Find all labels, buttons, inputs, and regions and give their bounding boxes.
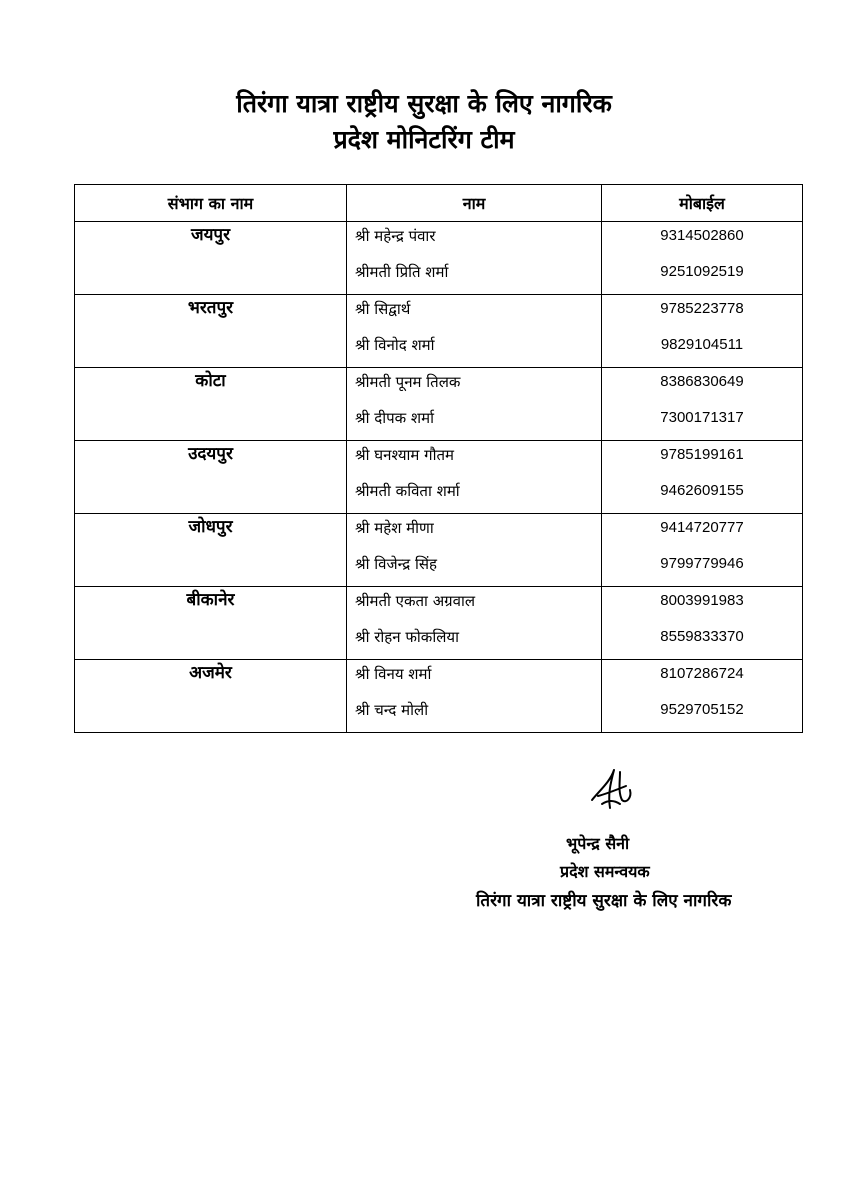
table-row <box>75 441 803 514</box>
header-division: संभाग का नाम <box>75 185 347 222</box>
member-name: श्रीमती एकता अग्रवाल <box>355 592 476 610</box>
header-mobile: मोबाईल <box>602 185 803 222</box>
member-mobile: 9829104511 <box>660 336 744 353</box>
member-name: श्री विजेन्द्र सिंह <box>355 555 437 573</box>
header-name: नाम <box>347 185 602 222</box>
member-name: श्री रोहन फोकलिया <box>355 628 459 646</box>
table-row <box>75 368 803 441</box>
signatory-organization: तिरंगा यात्रा राष्ट्रीय सुरक्षा के लिए नागरिक <box>476 891 732 911</box>
table-row <box>75 222 803 295</box>
division-name: उदयपुर <box>75 441 347 514</box>
member-mobile: 7300171317 <box>660 409 744 426</box>
member-name: श्रीमती पूनम तिलक <box>355 373 461 391</box>
member-name: श्री विनोद शर्मा <box>355 336 435 354</box>
member-mobile: 8107286724 <box>660 665 744 682</box>
member-mobile: 8386830649 <box>660 373 744 390</box>
table-row <box>75 295 803 368</box>
monitoring-team-table <box>74 184 803 733</box>
table-row <box>75 514 803 587</box>
member-mobile: 9529705152 <box>660 701 744 718</box>
member-mobile: 8559833370 <box>660 628 744 645</box>
member-name: श्री सिद्वार्थ <box>355 300 411 318</box>
document-subtitle: प्रदेश मोनिटरिंग टीम <box>333 125 515 154</box>
division-name: जोधपुर <box>75 514 347 587</box>
signatory-name: भूपेन्द्र सैनी <box>566 834 630 853</box>
document-title: तिरंगा यात्रा राष्ट्रीय सुरक्षा के लिए नागरिक <box>236 89 612 118</box>
division-name: अजमेर <box>75 660 347 733</box>
member-mobile: 9462609155 <box>660 482 744 499</box>
member-name: श्री घनश्याम गौतम <box>355 446 455 464</box>
member-name: श्री चन्द मोली <box>355 701 429 719</box>
signatory-designation: प्रदेश समन्वयक <box>560 862 650 881</box>
table-row <box>75 660 803 733</box>
signature-mark <box>580 760 640 820</box>
member-mobile: 9799779946 <box>660 555 744 572</box>
member-name: श्री दीपक शर्मा <box>355 409 434 427</box>
member-name: श्री महेन्द्र पंवार <box>355 227 436 245</box>
member-mobile: 9251092519 <box>660 263 744 280</box>
member-name: श्री विनय शर्मा <box>355 665 432 683</box>
member-mobile: 9785223778 <box>660 300 744 317</box>
member-name: श्री महेश मीणा <box>355 519 434 537</box>
member-name: श्रीमती प्रिति शर्मा <box>355 263 449 281</box>
table-header-row <box>75 185 803 222</box>
member-mobile: 9314502860 <box>660 227 744 244</box>
division-name: जयपुर <box>75 222 347 295</box>
member-name: श्रीमती कविता शर्मा <box>355 482 460 500</box>
member-mobile: 9785199161 <box>660 446 744 463</box>
member-mobile: 9414720777 <box>660 519 744 536</box>
member-mobile: 8003991983 <box>660 592 744 609</box>
division-name: भरतपुर <box>75 295 347 368</box>
table-row <box>75 587 803 660</box>
division-name: बीकानेर <box>75 587 347 660</box>
division-name: कोटा <box>75 368 347 441</box>
